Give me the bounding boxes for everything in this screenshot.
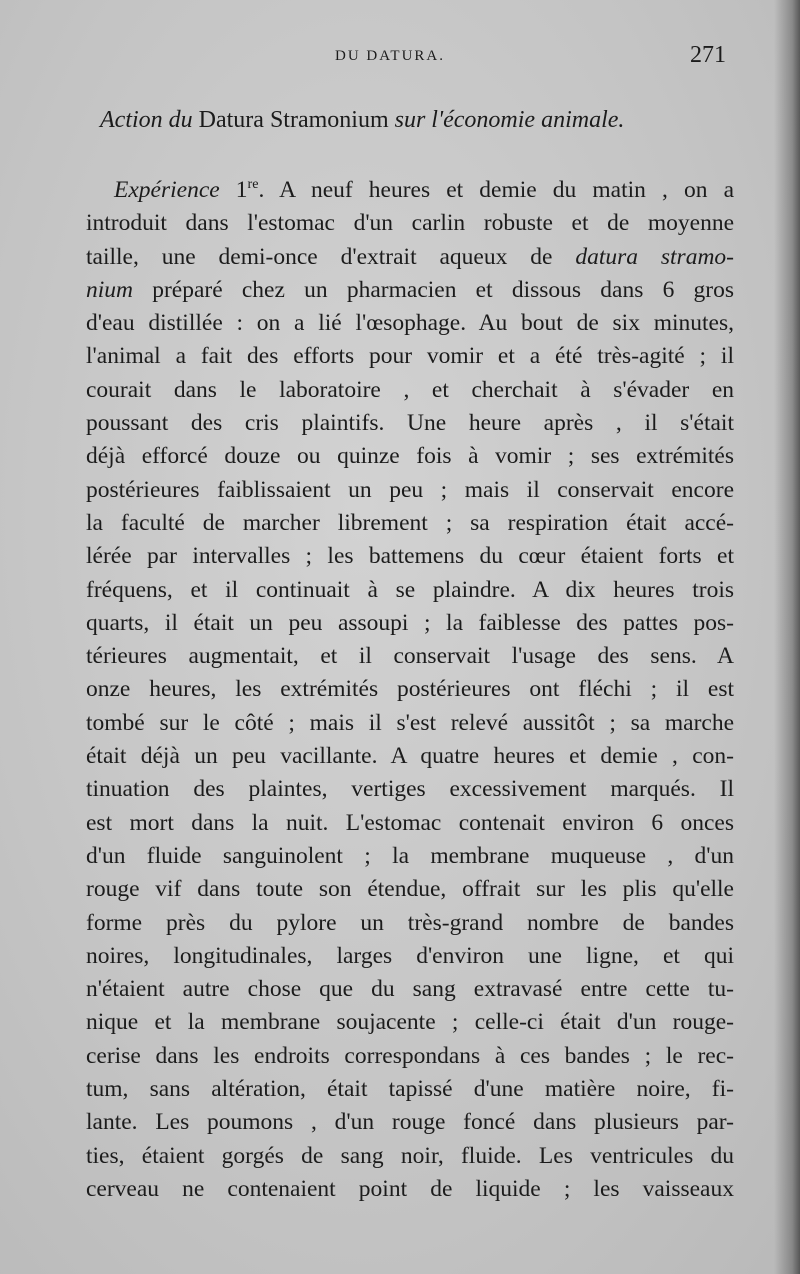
text-line: fréquens, et il continuait à se plaindre. A dix heures trois: [86, 576, 734, 603]
text-line: onze heures, les extrémités postérieures ont fléchi ; il est: [86, 676, 734, 703]
text-line: nium préparé chez un pharmacien et dissous dans 6 gros: [86, 276, 735, 303]
text-line: l'animal a fait des efforts pour vomir et a été très-agité ; il: [86, 343, 734, 370]
text-line: térieures augmentait, et il conservait l'usage des sens. A: [86, 643, 734, 670]
experience-line-rest: . A neuf heures et demie du matin , on a: [258, 177, 735, 203]
page-edge-shadow: [774, 0, 800, 1274]
text-line: taille, une demi-once d'extrait aqueux de datura stramo-: [86, 243, 735, 270]
text-line: courait dans le laboratoire , et cherchait à s'évader en: [86, 376, 734, 403]
section-title-part2: Datura Stramonium: [198, 107, 389, 133]
text-line: déjà efforcé douze ou quinze fois à vomir ; ses extrémités: [86, 443, 734, 470]
italic-phrase: nium: [86, 276, 133, 303]
section-title: [100, 107, 624, 134]
experience-number-sup: re: [247, 176, 259, 193]
text-line: d'un fluide sanguinolent ; la membrane muqueuse , d'un: [86, 842, 734, 869]
text-line: d'eau distillée : on a lié l'œsophage. Au bout de six minutes,: [86, 310, 734, 337]
text-line: introduit dans l'estomac d'un carlin robuste et de moyenne: [86, 210, 734, 237]
text-line: ties, étaient gorgés de sang noir, fluide. Les ventricules du: [86, 1142, 734, 1169]
page-number: 271: [690, 42, 726, 68]
italic-phrase: datura stramo-: [575, 243, 735, 270]
text-line: quarts, il était un peu assoupi ; la faiblesse des pattes pos-: [86, 609, 734, 636]
text-line: [86, 174, 734, 207]
text-line: lérée par intervalles ; les battemens du cœur étaient forts et: [86, 543, 734, 570]
body-paragraph: [86, 174, 734, 1206]
text-line: cerveau ne contenaient point de liquide ; les vaisseaux: [86, 1175, 734, 1202]
text-line: est mort dans la nuit. L'estomac contenait environ 6 onces: [86, 809, 734, 836]
text-line: cerise dans les endroits correspondans à ces bandes ; le rec-: [86, 1042, 734, 1069]
text-line: tum, sans altération, était tapissé d'une matière noire, fi-: [86, 1076, 734, 1103]
text-line: n'étaient autre chose que du sang extravasé entre cette tu-: [86, 976, 734, 1003]
section-title-part1: Action du: [100, 107, 193, 133]
text-line: lante. Les poumons , d'un rouge foncé dans plusieurs par-: [86, 1109, 734, 1136]
text-line: nique et la membrane soujacente ; celle-ci était d'un rouge-: [86, 1009, 734, 1036]
text-line: tinuation des plaintes, vertiges excessivement marqués. Il: [86, 776, 734, 803]
text-line: était déjà un peu vacillante. A quatre heures et demie , con-: [86, 743, 734, 770]
experience-label: Expérience: [114, 177, 220, 203]
text-line: poussant des cris plaintifs. Une heure après , il s'était: [86, 410, 734, 437]
text-line: rouge vif dans toute son étendue, offrait sur les plis qu'elle: [86, 876, 734, 903]
text-line: noires, longitudinales, larges d'environ une ligne, et qui: [86, 942, 734, 969]
running-head: DU DATURA.: [335, 48, 445, 64]
text-line: forme près du pylore un très-grand nombre de bandes: [86, 909, 734, 936]
text-line: tombé sur le côté ; mais il s'est relevé aussitôt ; sa marche: [86, 709, 734, 736]
text-line: postérieures faiblissaient un peu ; mais il conservait encore: [86, 476, 734, 503]
text-line: la faculté de marcher librement ; sa respiration était accé-: [86, 509, 734, 536]
experience-number: 1: [235, 177, 248, 203]
section-title-part3: sur l'économie animale.: [394, 107, 625, 133]
